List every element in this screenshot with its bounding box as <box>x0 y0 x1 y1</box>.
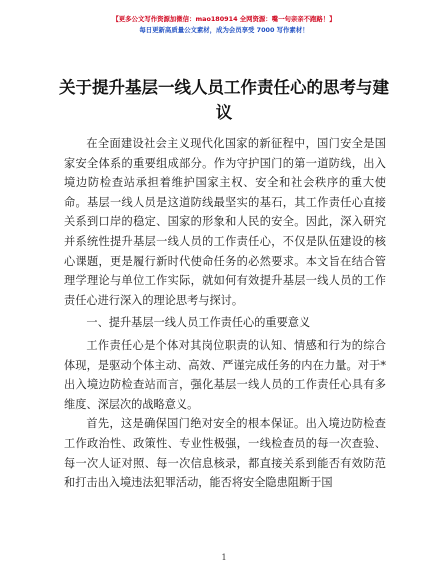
page-number: 1 <box>221 553 227 562</box>
section-1-paragraph-2: 首先，这是确保国门绝对安全的根本保证。出入境边防检查工作政治性、政策性、专业性极强，一线检查员的每一次查验、每一次人证对照、每一次信息核录，都直接关系到能否有效防范和打击出入境违法犯罪活动，能否将安全隐患阻断于国 <box>64 417 386 490</box>
document-title: 关于提升基层一线人员工作责任心的思考与建议 <box>59 78 389 122</box>
promo-banner-line-1: 【更多公文写作资源加微信：mao180914 全网资源：嘴一句亲亲不跑路！】 <box>112 15 336 23</box>
section-heading-1: 一、提升基层一线人员工作责任心的重要意义 <box>86 316 311 330</box>
intro-paragraph: 在全面建设社会主义现代化国家的新征程中，国门安全是国家安全体系的重要组成部分。作为守护国门的第一道防线，出入境边防检查站承担着维护国家主权、安全和社会秩序的重大使命。基层一线人员是这道防线最坚实的基石，其工作责任心直接关系到口岸的稳定、国家的形象和人民的安全。因此，深入研究并系统性提升基层一线人员的工作责任心，不仅是队伍建设的核心课题，更是履行新时代使命任务的必然要求。本文旨在结合管理学理论与单位工作实际，就如何有效提升基层一线人员的工作责任心进行深入的理论思考与探讨。 <box>64 137 386 307</box>
document-body <box>64 134 386 493</box>
section-1-paragraph-1: 工作责任心是个体对其岗位职责的认知、情感和行为的综合体现，是驱动个体主动、高效、严谨完成任务的内在力量。对于*出入境边防检查站而言，强化基层一线人员的工作责任心具有多维度、深层次的战略意义。 <box>64 338 386 411</box>
promo-banner <box>96 14 352 36</box>
promo-banner-line-2: 每日更新高质量公文素材，成为会员享受 7000 写作素材！ <box>139 26 309 34</box>
